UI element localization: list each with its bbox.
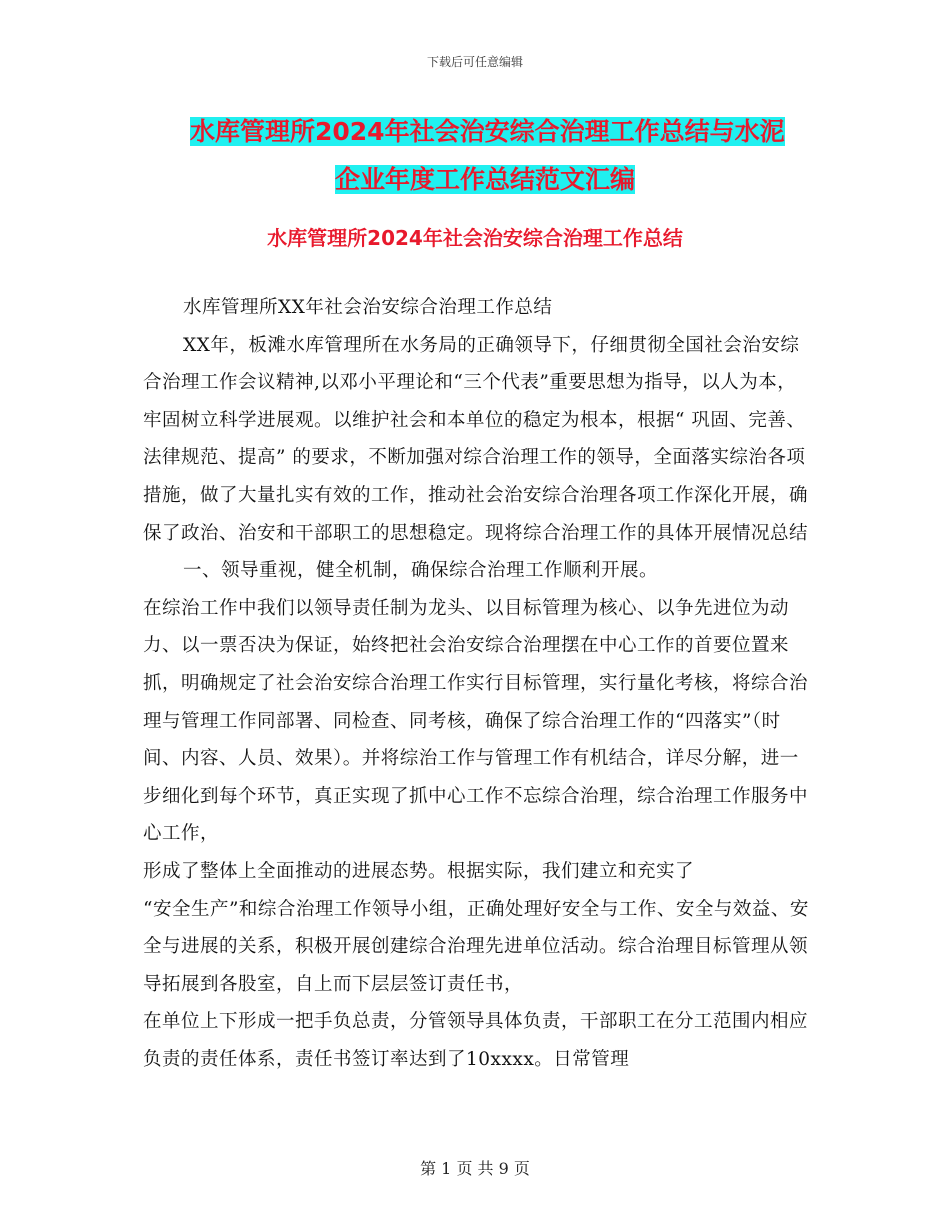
- page-footer: 第 1 页 共 9 页: [420, 1159, 530, 1178]
- section-title: 水库管理所2024年社会治安综合治理工作总结: [267, 226, 683, 250]
- title-line-1: 水库管理所2024年社会治安综合治理工作总结与水泥: [190, 117, 785, 146]
- paragraph: XX年，板滩水库管理所在水务局的正确领导下，仔细贯彻全国社会治安综合治理工作会议精神,以邓小平理论和“三个代表”重要思想为指导，以人为本，牢固树立科学进展观。以维护社会和本单位的稳定为根本，根据“ 巩固、完善、法律规范、提高” 的要求，不断加强对综合治理工作的领导，全面落实综治各项措施，做了大量扎实有效的工作，推动社会治安综合治理各项工作深化开展，确保了政治、治安和干部职工的思想稳定。现将综合治理工作的具体开展情况总结: [143, 334, 809, 544]
- header-note: 下载后可任意编辑: [426, 55, 523, 69]
- document-title: [140, 108, 820, 204]
- paragraph: 在综治工作中我们以领导责任制为龙头、以目标管理为核心、以争先进位为动力、以一票否决为保证，始终把社会治安综合治理摆在中心工作的首要位置来抓，明确规定了社会治安综合治理工作实行目标管理，实行量化考核，将综合治理与管理工作同部署、同检查、同考核，确保了综合治理工作的“四落实”（时间、内容、人员、效果）。并将综治工作与管理工作有机结合，详尽分解，进一步细化到每个环节，真正实现了抓中心工作不忘综合治理，综合治理工作服务中心工作，: [143, 597, 809, 845]
- paragraph: “安全生产”和综合治理工作领导小组，正确处理好安全与工作、安全与效益、安全与进展的关系，积极开展创建综合治理先进单位活动。综合治理目标管理从领导拓展到各股室，自上而下层层签订责任书，: [143, 898, 809, 995]
- document-body: [143, 289, 813, 1078]
- paragraph-heading: 水库管理所XX年社会治安综合治理工作总结: [183, 297, 553, 318]
- paragraph-section-heading: 一、领导重视，健全机制，确保综合治理工作顺利开展。: [183, 560, 659, 582]
- paragraph: 在单位上下形成一把手负总责，分管领导具体负责，干部职工在分工范围内相应负责的责任体系，责任书签订率达到了10xxxx。日常管理: [143, 1011, 809, 1070]
- paragraph: 形成了整体上全面推动的进展态势。根据实际，我们建立和充实了: [143, 860, 695, 882]
- title-line-2: 企业年度工作总结范文汇编: [334, 165, 635, 194]
